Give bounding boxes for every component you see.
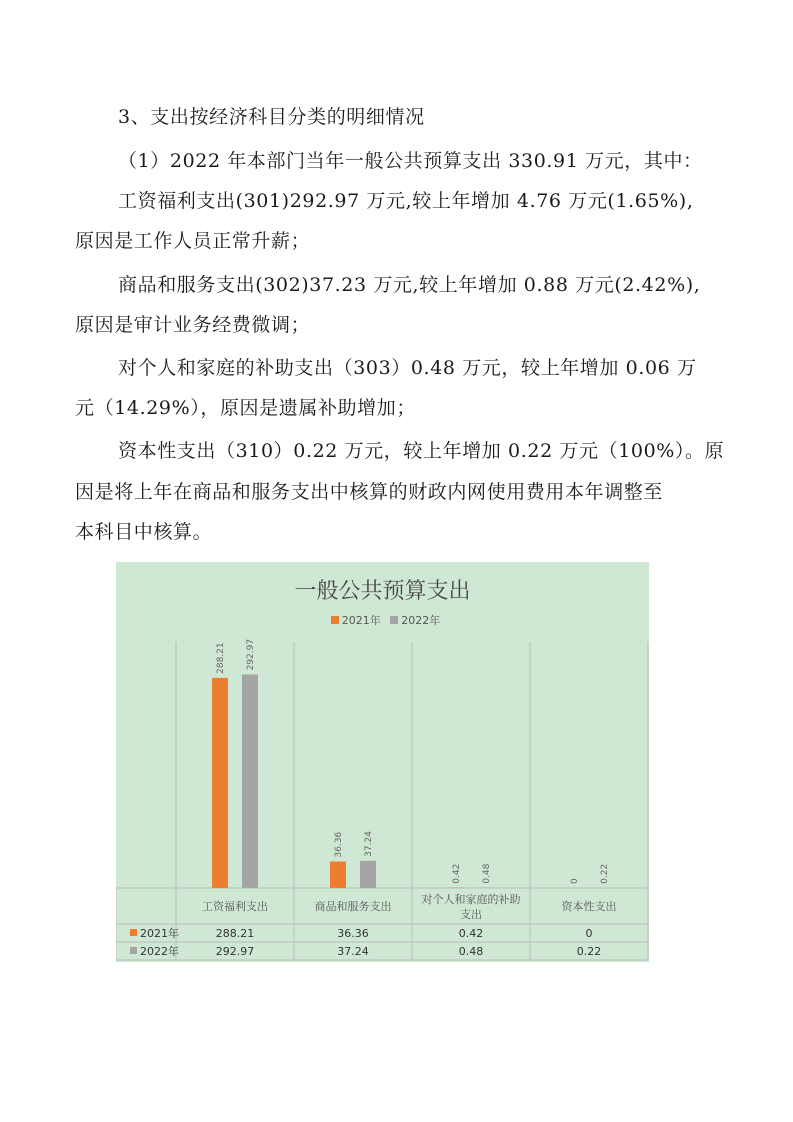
bar-2021 (212, 678, 228, 888)
category-label: 支出 (460, 908, 482, 921)
paragraph-310-line1: 资本性支出（310）0.22 万元，较上年增加 0.22 万元（100%）。原 (118, 440, 725, 462)
bar-data-label: 0.42 (452, 863, 462, 884)
table-cell-value: 292.97 (215, 945, 255, 958)
table-legend-swatch (130, 929, 137, 936)
section-heading: 3、支出按经济科目分类的明细情况 (118, 106, 425, 128)
bar-2022 (360, 861, 376, 888)
bar-2022 (242, 674, 258, 888)
paragraph-302-line2: 原因是审计业务经费微调； (75, 314, 311, 336)
bar-data-label: 288.21 (216, 642, 226, 674)
budget-chart (116, 562, 649, 962)
bar-data-label: 36.36 (334, 831, 344, 858)
legend-label-2021: 2021年 (341, 614, 381, 627)
table-row-header: 2021年 (140, 927, 179, 940)
category-label: 对个人和家庭的补助 (421, 893, 521, 906)
table-cell-value: 0.22 (576, 945, 602, 958)
paragraph-302-line1: 商品和服务支出(302)37.23 万元,较上年增加 0.88 万元(2.42%), (118, 274, 701, 296)
bar-data-label: 292.97 (246, 638, 256, 671)
table-legend-swatch (130, 947, 137, 954)
table-cell-value: 36.36 (337, 927, 369, 940)
table-cell-value: 0.48 (458, 945, 484, 958)
paragraph-310-line2: 因是将上年在商品和服务支出中核算的财政内网使用费用本年调整至 (75, 481, 664, 503)
paragraph-310-line3: 本科目中核算。 (75, 521, 213, 543)
paragraph-total: （1）2022 年本部门当年一般公共预算支出 330.91 万元，其中： (118, 150, 703, 172)
chart-title: 一般公共预算支出 (294, 579, 471, 604)
bar-2021 (330, 861, 346, 888)
paragraph-303-line2: 元（14.29%），原因是遗属补助增加； (75, 397, 416, 419)
table-cell-value: 0 (585, 927, 593, 940)
category-label: 工资福利支出 (202, 900, 268, 913)
table-cell-value: 288.21 (215, 927, 255, 940)
bar-data-label: 0.48 (482, 863, 492, 884)
category-label: 商品和服务支出 (314, 900, 392, 913)
bar-data-label: 0.22 (600, 863, 610, 884)
bar-data-label: 37.24 (364, 831, 374, 857)
paragraph-301-line2: 原因是工作人员正常升薪； (75, 230, 311, 252)
table-cell-value: 0.42 (458, 927, 484, 940)
legend-label-2022: 2022年 (401, 614, 441, 627)
table-cell-value: 37.24 (337, 945, 369, 958)
table-row-header: 2022年 (140, 945, 179, 958)
category-label: 资本性支出 (561, 900, 617, 913)
chart-plot (116, 562, 649, 962)
paragraph-301-line1: 工资福利支出(301)292.97 万元,较上年增加 4.76 万元(1.65%), (118, 190, 694, 212)
paragraph-303-line1: 对个人和家庭的补助支出（303）0.48 万元，较上年增加 0.06 万 (118, 357, 697, 379)
bar-data-label: 0 (570, 878, 580, 884)
